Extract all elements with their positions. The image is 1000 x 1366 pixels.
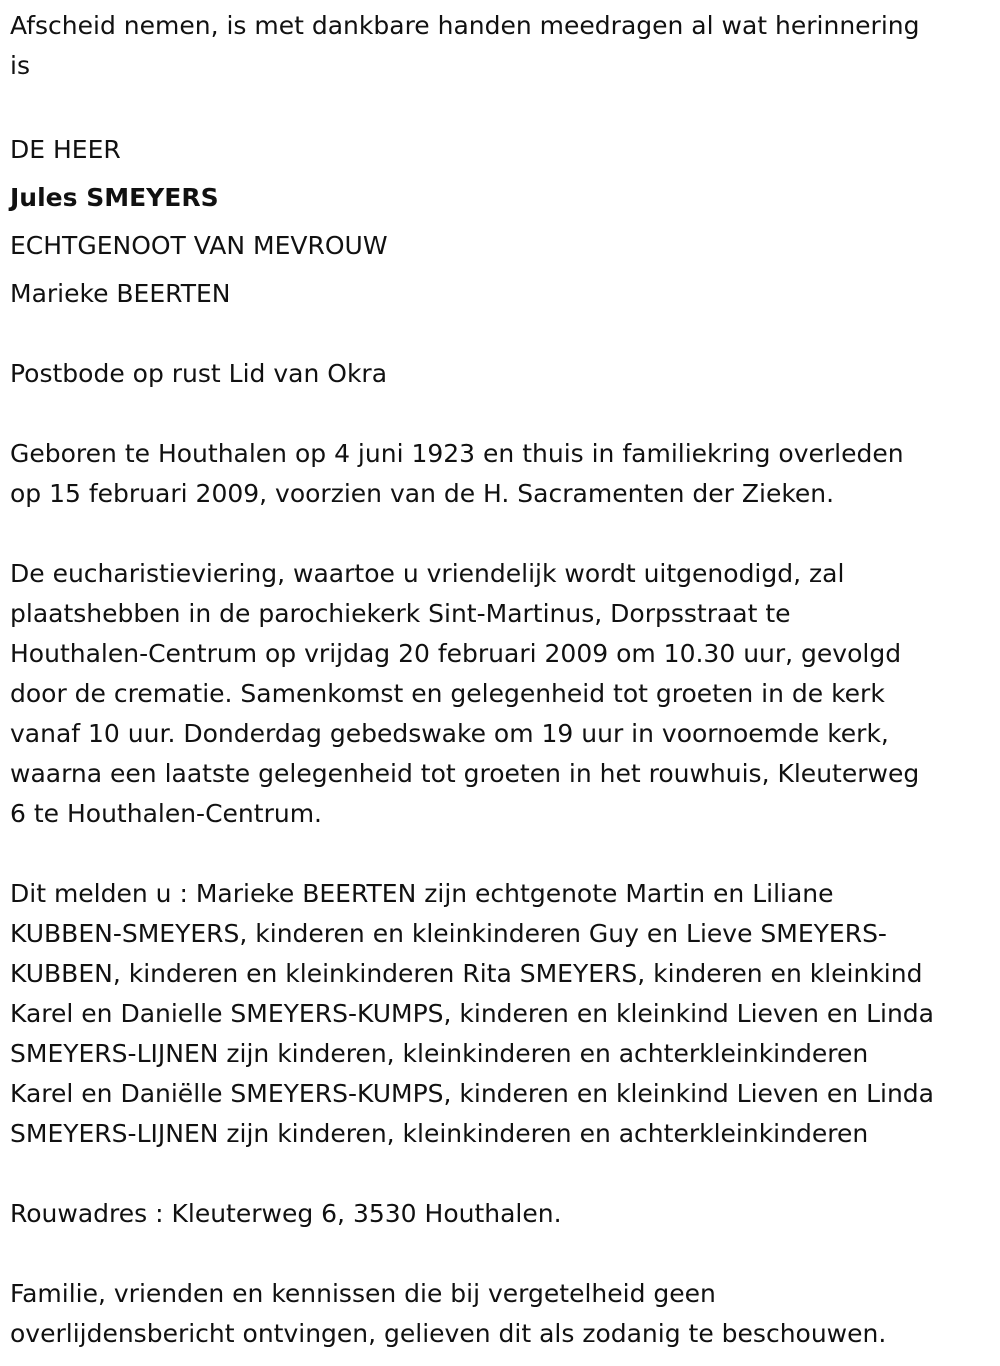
spacer [10, 1234, 990, 1274]
deceased-block [10, 126, 990, 318]
closing-line: overlijdensbericht ontvingen, gelieven dit als zodanig te beschouwen. [10, 1319, 887, 1348]
spacer [10, 1154, 990, 1194]
spacer [10, 394, 990, 434]
birth-death-line: Geboren te Houthalen op 4 juni 1923 en thuis in familiekring overleden [10, 439, 904, 468]
birth-death-line: op 15 februari 2009, voorzien van de H. Sacramenten der Zieken. [10, 479, 835, 508]
closing-line: Familie, vrienden en kennissen die bij vergetelheid geen [10, 1279, 716, 1308]
honorific-title: DE HEER [10, 135, 121, 164]
announcers-line: KUBBEN, kinderen en kleinkinderen Rita SMEYERS, kinderen en kleinkind [10, 959, 923, 988]
closing-paragraph [10, 1274, 990, 1354]
spacer [10, 318, 990, 354]
birth-death-paragraph [10, 434, 990, 514]
announcers-paragraph [10, 874, 990, 1154]
motto-line: is [10, 51, 30, 80]
announcers-line: KUBBEN-SMEYERS, kinderen en kleinkinderen Guy en Lieve SMEYERS- [10, 919, 887, 948]
spacer [10, 514, 990, 554]
deceased-name: Jules SMEYERS [10, 183, 219, 212]
motto-line: Afscheid nemen, is met dankbare handen meedragen al wat herinnering [10, 11, 920, 40]
ceremony-line: door de crematie. Samenkomst en gelegenheid tot groeten in de kerk [10, 679, 885, 708]
ceremony-line: waarna een laatste gelegenheid tot groeten in het rouwhuis, Kleuterweg [10, 759, 920, 788]
announcers-line: Dit melden u : Marieke BEERTEN zijn echtgenote Martin en Liliane [10, 879, 834, 908]
ceremony-line: vanaf 10 uur. Donderdag gebedswake om 19 uur in voornoemde kerk, [10, 719, 889, 748]
address-paragraph: Rouwadres : Kleuterweg 6, 3530 Houthalen. [10, 1199, 562, 1228]
ceremony-line: De eucharistieviering, waartoe u vriendelijk wordt uitgenodigd, zal [10, 559, 845, 588]
spouse-label: ECHTGENOOT VAN MEVROUW [10, 231, 388, 260]
ceremony-line: 6 te Houthalen-Centrum. [10, 799, 322, 828]
announcers-line: SMEYERS-LIJNEN zijn kinderen, kleinkinderen en achterkleinkinderen [10, 1039, 869, 1068]
announcers-line: Karel en Daniëlle SMEYERS-KUMPS, kinderen en kleinkind Lieven en Linda [10, 1079, 934, 1108]
motto-paragraph [10, 6, 990, 86]
announcers-line: SMEYERS-LIJNEN zijn kinderen, kleinkinderen en achterkleinkinderen [10, 1119, 869, 1148]
ceremony-line: plaatshebben in de parochiekerk Sint-Martinus, Dorpsstraat te [10, 599, 791, 628]
ceremony-paragraph [10, 554, 990, 834]
spacer [10, 834, 990, 874]
ceremony-line: Houthalen-Centrum op vrijdag 20 februari 2009 om 10.30 uur, gevolgd [10, 639, 902, 668]
spacer [10, 86, 990, 126]
occupation-paragraph: Postbode op rust Lid van Okra [10, 359, 388, 388]
spouse-name: Marieke BEERTEN [10, 279, 231, 308]
announcers-line: Karel en Danielle SMEYERS-KUMPS, kinderen en kleinkind Lieven en Linda [10, 999, 934, 1028]
